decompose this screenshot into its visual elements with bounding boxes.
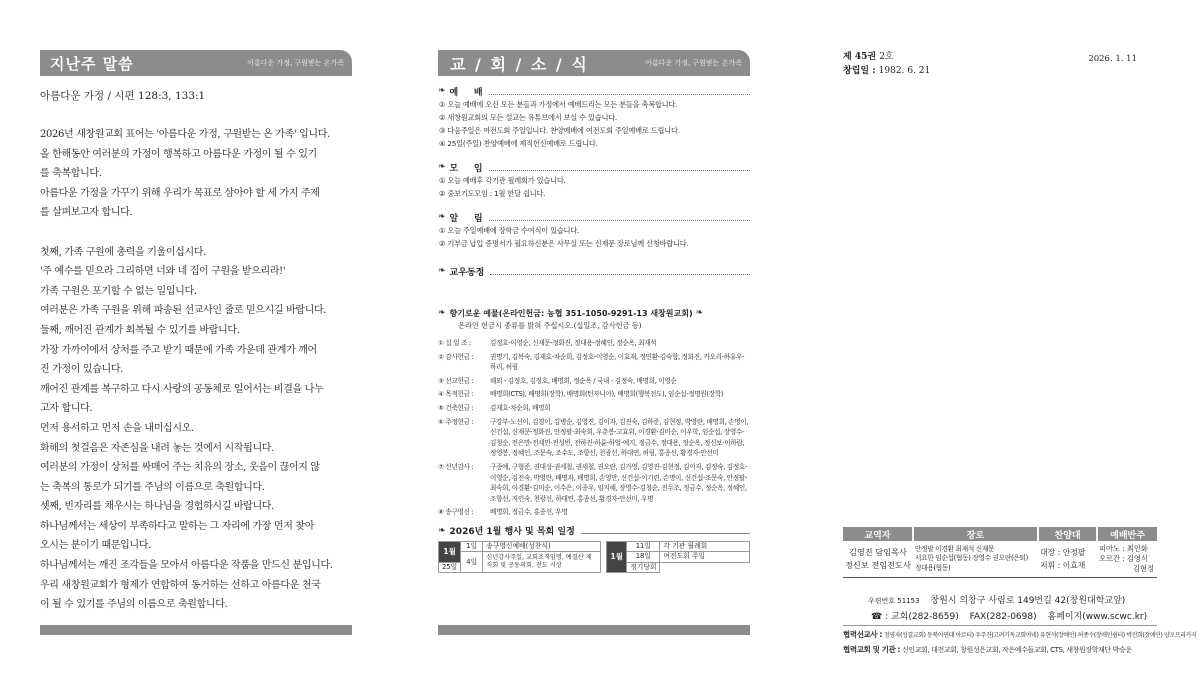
pastor: 김영진 담임목사	[848, 547, 907, 557]
offering-label: ④ 목적헌금 :	[438, 390, 474, 399]
offering-label: ① 십 일 조 :	[438, 339, 471, 347]
coop-churches-text: 신인교회, 대전교회, 창원성은교회, 작은예수들교회, CTS, 새창원장학재단 박승운	[901, 646, 1132, 654]
offering-label: ⑤ 건축헌금 :	[438, 403, 474, 412]
sermon-header-subtitle: 아름다운 가정, 구원받는 온가족	[247, 59, 344, 67]
leaf-icon: ❧	[438, 212, 446, 222]
staff-header: 교역자	[843, 527, 913, 541]
offering-label: ③ 선교헌금 :	[438, 376, 474, 385]
schedule-event: 여전도회 주일	[660, 552, 750, 563]
offering-names: 구강부-노선이, 김경이, 김병순, 김영진, 김이자, 김진숙, 김하준, 김현정, 박영란, 배명희, 손명이, 신건섭, 신재문-정화진, 안정팔-최숙희, 우춘봉-고효위, 이경환-김미순, 이우학, 임순섭, 장영수-김청순, 전은만-전세민-전성빈, 전하진-하륜-하얼-예지, 정금수, 정대용, 정순옥, 정신보-이하람, 정영봉, 정혜인, 조문숙, 조수도, 조향선, 천광선, 하대연, 허림, 홍종선, 황경자-안선미	[490, 417, 749, 458]
offering-names: 해외 - 김정호, 김정호, 배명희, 정순옥 / 국내 - 김정숙, 배명희, 이영순	[490, 376, 677, 385]
schedule-gap	[601, 552, 607, 573]
choir-line: 지휘 : 이효재	[1040, 561, 1086, 570]
pastor: 정신보 전임전도사	[845, 560, 911, 570]
worship-item: ① 오늘 예배에 오신 모든 분들과 가정에서 예배드리는 모든 분들을 축복합니다.	[439, 100, 678, 109]
sermon-line: '주 예수를 믿으라 그리하면 너와 네 집이 구원을 받으리라!'	[40, 266, 286, 278]
offering-item	[438, 376, 750, 387]
offering-names: 김정호-이영순, 신재문-정화진, 정대용-정혜인, 정순옥, 최재석	[490, 339, 657, 347]
offering-list	[438, 338, 750, 518]
schedule-event: 정기당회	[627, 562, 660, 573]
schedule-title	[438, 524, 750, 538]
phone: ☎ : 교회(282-8659)	[871, 612, 959, 622]
offering-names: 권명기, 김복숙, 김재호-차순희, 김정호-이영순, 이효재, 정민환-김숙향, 정화진, 카오리-하유우-하리, 허림	[490, 352, 745, 372]
members-news-title-text: 교우동정	[449, 267, 485, 278]
dotted-rule	[489, 213, 750, 221]
founded-date: 1982. 6. 21	[878, 66, 931, 76]
sermon-line: 가족 구원은 포기할 수 없는 일입니다.	[40, 285, 197, 297]
schedule-table	[438, 541, 750, 574]
sermon-line: 여러분은 가족 구원을 위해 파송된 선교사인 줄로 믿으시길 바랍니다.	[40, 305, 327, 317]
sermon-header	[40, 50, 352, 76]
coop-missionaries	[843, 628, 1197, 643]
coop-missionaries-text: 정영자(성결교회) 동북아연대 아르티) 우주진(고려기독교회여네) 유현석(장애인) 허종수(장애인쉼터) 박진희(장애인) 양오프리카지	[883, 632, 1197, 639]
leaf-icon: ❧	[438, 162, 446, 172]
offering-item	[438, 417, 750, 459]
meeting-items	[438, 174, 750, 200]
schedule-title-text: 2026년 1월 행사 및 목회 일정	[449, 527, 575, 538]
meeting-item: ② 중보기도모임 : 1월 한달 쉽니다.	[439, 189, 546, 198]
offering-section	[438, 306, 750, 518]
issue-label: 제 45권	[843, 52, 877, 62]
accompany-line: 김현정	[1133, 564, 1154, 573]
fax: FAX(282-0698)	[969, 612, 1037, 622]
sermon-line: 첫째, 가족 구원에 총력을 기울이십시다.	[40, 246, 206, 258]
offering-item	[438, 403, 750, 414]
staff-pastors	[843, 541, 913, 578]
schedule-row	[439, 552, 750, 563]
worship-title	[438, 84, 750, 98]
elder-line: 정대용(협동)	[914, 563, 951, 572]
sermon-line: 올 한해동안 여러분의 가정이 행복하고 아름다운 가정이 될 수 있기	[40, 148, 317, 160]
staff-row	[843, 541, 1157, 578]
sermon-line: 우리 새창원교회가 형제가 연합하여 동거하는 선하고 아름다운 천국	[40, 579, 321, 591]
sermon-line: 가장 가까이에서 상처를 주고 받기 때문에 가족 가운데 관계가 깨어	[40, 344, 317, 356]
accompany-line: 오르간 : 김영식	[1099, 554, 1148, 563]
offering-label: ② 감사헌금 :	[438, 352, 474, 361]
schedule-month: 1월	[607, 541, 627, 573]
sermon-line: 여러분의 가정이 상처를 싸매어 주는 치유의 장소, 웃음이 끊이지 않	[40, 462, 320, 474]
schedule-rule	[581, 527, 750, 534]
sermon-line: 고자 합니다.	[40, 403, 93, 415]
founded-line	[843, 64, 1157, 78]
issue-number: 2호	[879, 52, 894, 62]
blank-line	[40, 223, 352, 243]
members-news-section	[438, 264, 750, 278]
schedule-row	[439, 541, 750, 552]
news-header	[438, 50, 750, 76]
staff-elders	[913, 541, 1038, 578]
notice-title-text: 알 림	[449, 213, 483, 224]
church-news-column	[438, 50, 750, 635]
schedule-event: 송구영신예배(성찬식)	[483, 541, 601, 552]
worship-title-text: 예 배	[449, 87, 483, 98]
meeting-title	[438, 160, 750, 174]
sermon-line: 셋째, 빈자리를 채우시는 하나님을 경험하시길 바랍니다.	[40, 501, 274, 513]
schedule-day: 25일	[439, 562, 461, 573]
divider	[843, 625, 1157, 626]
news-header-title: 교 / 회 / 소 / 식	[450, 55, 589, 74]
sermon-line: 2026년 새창원교회 표어는 '아름다운 가정, 구원받는 온 가족' 입니다.	[40, 129, 330, 140]
sermon-line: 화해의 첫걸음은 자존심을 내려 놓는 것에서 시작됩니다.	[40, 442, 274, 454]
sermon-line: 는 축복의 통로가 되기를 주님의 이름으로 축원합니다.	[40, 481, 265, 493]
sermon-column	[40, 50, 352, 635]
dotted-rule	[489, 163, 750, 171]
choir-line: 대장 : 안정팔	[1040, 548, 1086, 557]
column-footer-bar	[40, 625, 352, 635]
sermon-line: 를 축복합니다.	[40, 168, 102, 180]
bulletin-info-column	[843, 50, 1197, 654]
meeting-item: ① 오늘 예배후 각기관 월례회가 있습니다.	[439, 176, 566, 185]
offering-title	[438, 306, 750, 320]
schedule-event: 신년감사주일, 교회조직임명, 예결산 제직회 및 공동의회, 전도 시상	[483, 552, 601, 573]
sermon-line: 오시는 분이기 때문입니다.	[40, 540, 151, 552]
worship-item: ④ 25일(주일) 찬양예배에 제직헌신예배로 드립니다.	[439, 139, 598, 148]
notice-item: ① 오늘 주일예배에 장학금 수여식이 있습니다.	[439, 226, 580, 235]
leaf-icon: ❧	[438, 266, 446, 276]
notice-section	[438, 210, 750, 250]
staff-choir	[1038, 541, 1097, 578]
leaf-icon: ❧	[438, 525, 446, 536]
sermon-line: 이 될 수 있기를 주님의 이름으로 축원합니다.	[40, 599, 228, 611]
postal-code: 우편번호 51153	[868, 597, 920, 605]
contact-row	[871, 609, 1157, 625]
meeting-section	[438, 160, 750, 200]
address-row	[843, 593, 1157, 609]
worship-items	[438, 98, 750, 150]
leaf-icon: ❧	[438, 86, 446, 96]
church-address	[843, 593, 1157, 625]
bulletin-date: 2026. 1. 11	[1088, 54, 1137, 64]
sermon-line: 둘째, 깨어진 관계가 회복될 수 있기를 바랍니다.	[40, 324, 240, 336]
worship-section	[438, 84, 750, 150]
elder-line: 서요한 임순섭(협동) 장영수 권오란(은퇴)	[914, 554, 1028, 563]
staff-header: 장로	[913, 527, 1038, 541]
notice-items	[438, 224, 750, 250]
offering-names: 김재호-차순희, 배명희	[490, 403, 551, 412]
worship-item: ② 새창원교회의 모든 설교는 유튜브에서 보실 수 있습니다.	[439, 113, 618, 122]
offering-names: 배명희(CTS), 배명희(장학), 배명희(틴자니아), 배명희(행복전도), 임순섭-정명원(장학)	[490, 390, 724, 399]
members-news-title	[438, 264, 750, 278]
column-footer-bar	[438, 625, 750, 635]
staff-table	[843, 527, 1157, 578]
street-address: 창원시 의창구 사림로 149번길 42(창원대학교앞)	[930, 596, 1126, 606]
offering-note: 온라인 헌금시 종류를 밝혀 주십시오.(십일조, 감사헌금 등)	[458, 321, 642, 330]
staff-accompany	[1097, 541, 1157, 578]
offering-item	[438, 507, 750, 518]
offering-names: 배명희, 정금수, 홍종선, 우명	[490, 508, 568, 517]
elder-line: 안정팔 이경환 최재석 신재문	[914, 544, 995, 553]
offering-item	[438, 338, 750, 349]
staff-header: 예배반주	[1097, 527, 1157, 541]
worship-item: ③ 다음주일은 여전도회 주일입니다. 찬양예배에 여전도회 주일예배로 드립니다.	[439, 126, 680, 135]
offering-names: 구종예, 구형준, 권대성-권세철, 권세철, 권오란, 김가영, 김영진-김현정, 김이자, 김정숙, 김정호-이영순, 김진숙, 박영란, 배명자, 배명희, 손영만, 신건섭-이기련, 손명이, 신건섭-조문숙, 안정팔-최숙희, 이경환-김미순, 이수은, 이종우, 임지혜, 장영수-김청순, 전두조, 정금수, 정순옥, 정혜인, 조향선, 지인숙, 천광선, 하대연, 홍종선, 황경자-안선미, 우명	[490, 462, 748, 503]
sermon-line: 하나님께서는 깨진 조각들을 모아서 아름다운 작품을 만드신 분입니다.	[40, 560, 333, 572]
staff-header-row	[843, 527, 1157, 541]
notice-title	[438, 210, 750, 224]
leaf-icon: ❧	[695, 308, 704, 318]
sermon-line: 진 가정이 있습니다.	[40, 364, 123, 376]
notice-item: ② 기부금 납입 증명서가 필요하신분은 사무실 또는 신재문 장로님께 신청바랍니다.	[439, 239, 689, 248]
news-header-subtitle: 아름다운 가정, 구원받는 온가족	[645, 59, 742, 67]
leaf-icon: ❧	[438, 308, 446, 318]
accompany-line: 피아노 : 최인화	[1099, 544, 1148, 553]
meeting-title-text: 모 임	[449, 163, 483, 174]
schedule-day: 18일	[627, 552, 660, 563]
offering-item	[438, 389, 750, 400]
schedule-month: 1월	[439, 541, 461, 562]
coop-missionaries-label: 협력선교사 :	[843, 630, 883, 639]
sermon-line: 깨어진 관계를 복구하고 다시 사랑의 공동체로 일어서는 비결을 나누	[40, 383, 324, 395]
coop-churches-label: 협력교회 및 기관 :	[843, 645, 901, 654]
cooperation-info	[843, 628, 1197, 657]
dotted-rule	[489, 87, 750, 95]
dotted-rule	[490, 267, 750, 275]
sermon-line: 먼저 용서하고 먼저 손을 내미십시오.	[40, 422, 194, 434]
offering-item	[438, 352, 750, 373]
schedule-day: 1일	[461, 541, 483, 552]
sermon-body	[40, 125, 352, 615]
offering-title-text: 향기로운 예물(온라인헌금: 농협 351-1050-9291-13 새창원교회)	[449, 308, 693, 318]
offering-label: ⑧ 송구영신 :	[438, 508, 474, 517]
staff-header: 찬양대	[1038, 527, 1097, 541]
offering-item	[438, 462, 750, 504]
offering-label: ⑥ 주정헌금 :	[438, 417, 474, 426]
homepage-link[interactable]: 홈페이지(www.scwc.kr)	[1047, 612, 1148, 622]
sermon-line: 아름다운 가정을 가꾸기 위해 우리가 목표로 삼아야 할 세 가지 주제	[40, 187, 320, 199]
founded-label: 창립일 :	[843, 66, 876, 76]
sermon-reference: 아름다운 가정 / 시편 128:3, 133:1	[40, 90, 206, 102]
sermon-line: 를 살펴보고자 합니다.	[40, 207, 133, 219]
schedule-day: 11일	[627, 541, 660, 552]
offering-label: ⑦ 신년감사 :	[438, 462, 474, 471]
sermon-line: 하나님께서는 세상이 부족하다고 말하는 그 자리에 가장 먼저 찾아	[40, 520, 314, 532]
coop-churches	[843, 643, 1157, 657]
schedule-event: 각 기관 월례회	[660, 541, 750, 552]
schedule-day: 4일	[461, 552, 483, 573]
sermon-header-title: 지난주 말씀	[50, 55, 134, 73]
